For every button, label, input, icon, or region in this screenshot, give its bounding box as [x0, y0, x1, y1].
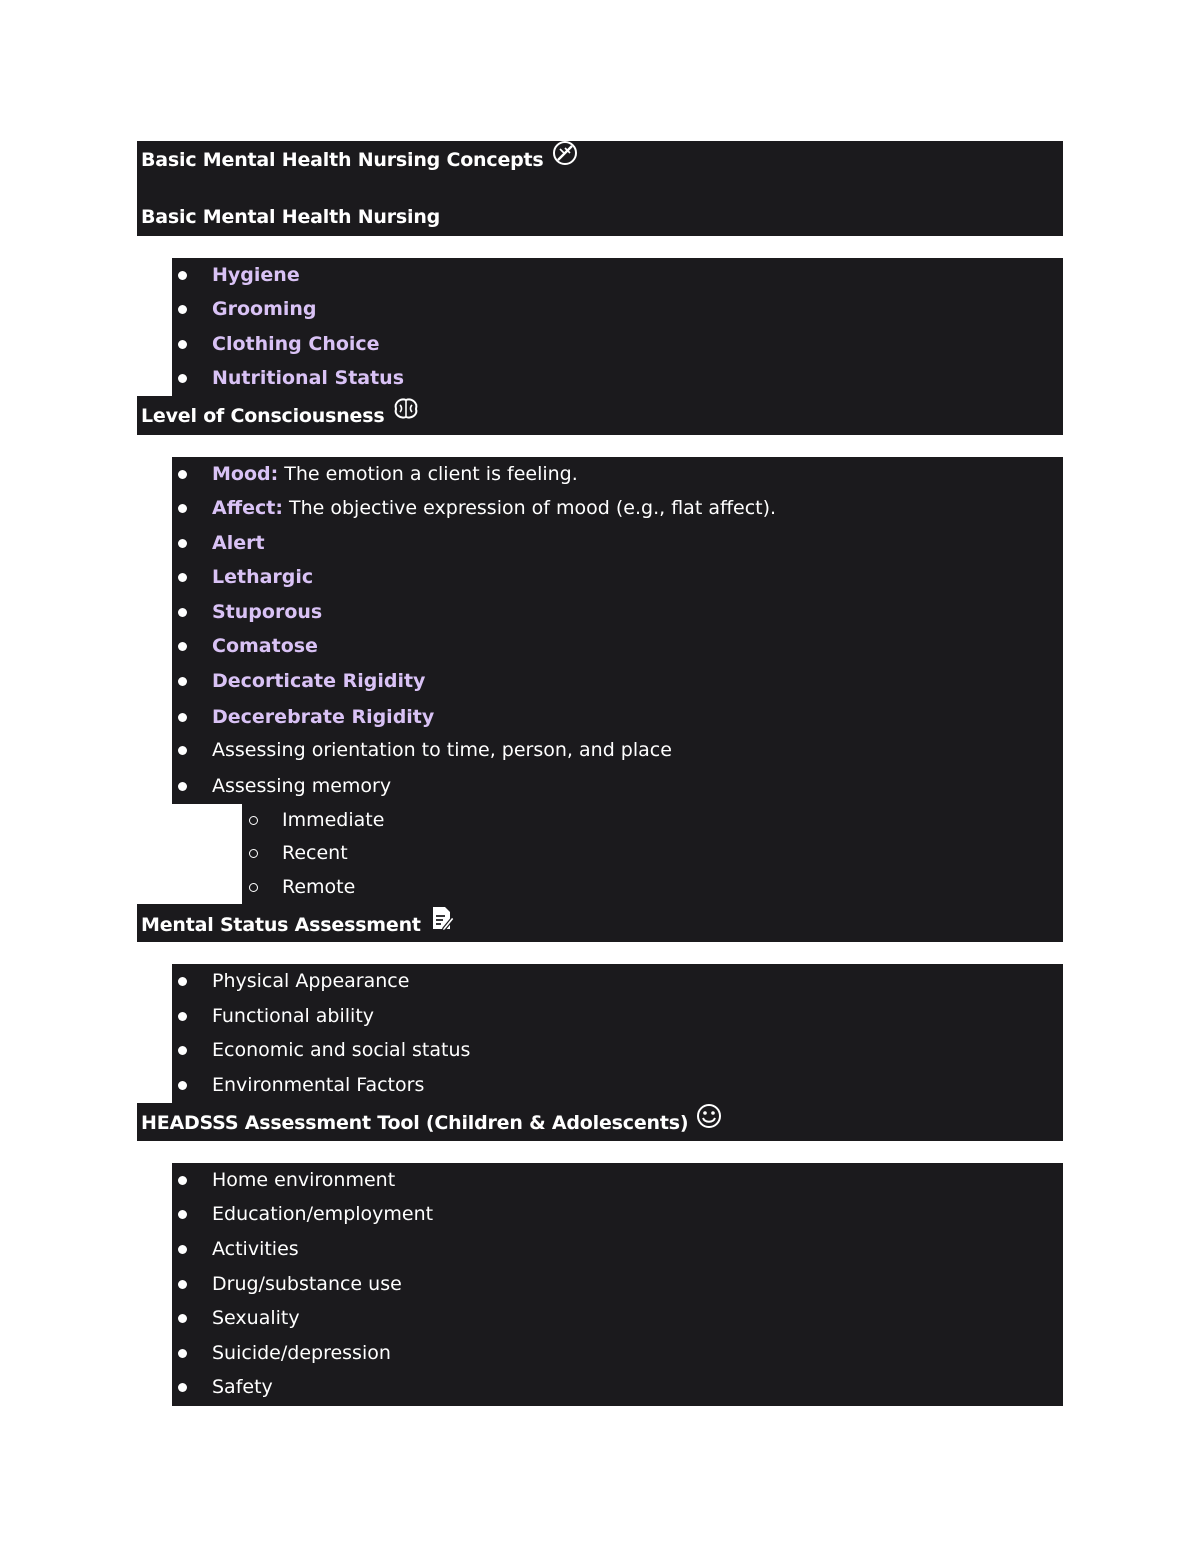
- bullet-icon: [178, 573, 187, 582]
- list-item-text: Education/employment: [212, 1203, 434, 1225]
- list-item-text: Sexuality: [212, 1307, 300, 1329]
- loc-heading: Level of Consciousness: [141, 398, 420, 432]
- term-affect: Affect:: [212, 497, 283, 519]
- list-item-text: Lethargic: [212, 566, 314, 588]
- definition-affect: The objective expression of mood (e.g., flat affect).: [282, 497, 777, 519]
- sublist-item-text: Immediate: [282, 809, 385, 831]
- bullet-icon: [178, 374, 187, 383]
- list-item-text: Hygiene: [212, 264, 300, 286]
- bullet-icon: [178, 608, 187, 617]
- bullet-icon: [178, 1176, 187, 1185]
- circle-bullet-icon: [249, 816, 258, 825]
- list-item-text: Drug/substance use: [212, 1273, 402, 1295]
- pill-icon: [552, 140, 578, 177]
- list-item-text: Economic and social status: [212, 1039, 471, 1061]
- bullet-icon: [178, 1210, 187, 1219]
- list-item-text: [212, 457, 578, 491]
- list-item-text: Home environment: [212, 1169, 396, 1191]
- list-item-text: Alert: [212, 532, 265, 554]
- bullet-icon: [178, 642, 187, 651]
- bullet-icon: [178, 504, 187, 513]
- circle-bullet-icon: [249, 883, 258, 892]
- page-title: Basic Mental Health Nursing Concepts: [141, 142, 578, 176]
- bullet-icon: [178, 1383, 187, 1392]
- bullet-icon: [178, 340, 187, 349]
- bullet-icon: [178, 1349, 187, 1358]
- smiley-face-icon: [696, 1103, 722, 1140]
- list-item-text: Decorticate Rigidity: [212, 670, 426, 692]
- headsss-heading: HEADSSS Assessment Tool (Children & Adolescents): [141, 1105, 722, 1139]
- bullet-icon: [178, 1280, 187, 1289]
- bullet-icon: [178, 539, 187, 548]
- list-item-text: Activities: [212, 1238, 299, 1260]
- bullet-icon: [178, 677, 187, 686]
- bullet-icon: [178, 1245, 187, 1254]
- section-subtitle: Basic Mental Health Nursing: [141, 206, 441, 228]
- bullet-icon: [178, 1081, 187, 1090]
- bullet-icon: [178, 271, 187, 280]
- term-mood: Mood:: [212, 463, 279, 485]
- bullet-icon: [178, 470, 187, 479]
- clipboard-pen-icon: [429, 904, 455, 943]
- list-item-text: Physical Appearance: [212, 970, 410, 992]
- bullet-icon: [178, 746, 187, 755]
- bullet-icon: [178, 977, 187, 986]
- sublist-item-text: Recent: [282, 842, 348, 864]
- list-item-text: Functional ability: [212, 1005, 375, 1027]
- list-item-text: Decerebrate Rigidity: [212, 706, 435, 728]
- list-item-text: Grooming: [212, 298, 317, 320]
- list-item-text: Safety: [212, 1376, 273, 1398]
- bullet-icon: [178, 1012, 187, 1021]
- bullet-icon: [178, 305, 187, 314]
- bullet-icon: [178, 1314, 187, 1323]
- list-item-text: Comatose: [212, 635, 318, 657]
- brain-icon: [392, 396, 420, 433]
- msa-heading: Mental Status Assessment: [141, 906, 455, 940]
- bullet-icon: [178, 782, 187, 791]
- sublist-item-text: Remote: [282, 876, 356, 898]
- list-item-text: Nutritional Status: [212, 367, 405, 389]
- list-item-text: Environmental Factors: [212, 1074, 425, 1096]
- circle-bullet-icon: [249, 849, 258, 858]
- list-item-text: Assessing memory: [212, 775, 392, 797]
- list-item-text: Assessing orientation to time, person, and place: [212, 739, 672, 761]
- list-item-text: [212, 491, 776, 525]
- definition-mood: The emotion a client is feeling.: [278, 463, 578, 485]
- bullet-icon: [178, 713, 187, 722]
- list-item-text: Suicide/depression: [212, 1342, 391, 1364]
- list-item-text: Stuporous: [212, 601, 323, 623]
- list-item-text: Clothing Choice: [212, 333, 380, 355]
- bullet-icon: [178, 1046, 187, 1055]
